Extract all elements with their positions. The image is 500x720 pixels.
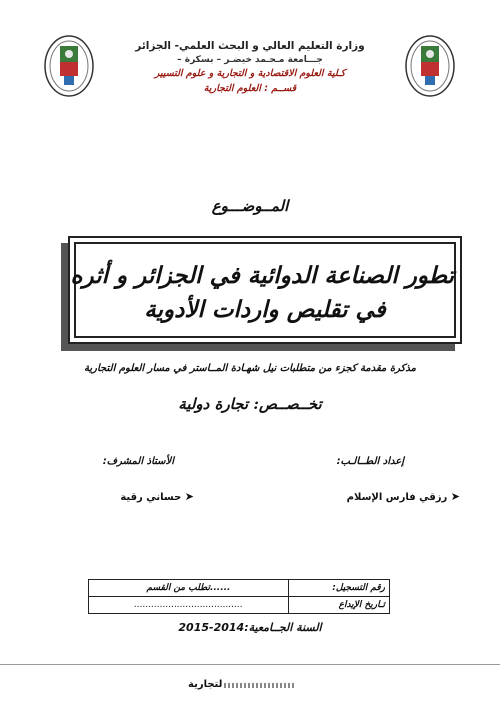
student-name: رزقي فارس الإسلام <box>346 492 448 503</box>
ministry-name: وزارة التعليم العالي و البحث العلمي- الجزائر <box>135 40 365 52</box>
thesis-title-line-1: تطور الصناعة الدوائية في الجزائر و أثره <box>70 262 454 289</box>
registration-table <box>88 579 390 614</box>
student-label: إعداد الطــالـب: <box>336 456 404 467</box>
arrow-bullet-icon: ➤ <box>450 490 460 503</box>
student-entry <box>347 490 460 503</box>
deposit-date-value: ...................................... <box>89 597 289 614</box>
faculty-name: كـلية العلوم الاقتصادية و التجارية و علوم التسيير <box>154 68 346 79</box>
university-name: جـــامعة مـحـمد خيضـر – بسكرة – <box>177 55 323 65</box>
department-name: قســم : العلوم التجارية <box>203 83 297 94</box>
thesis-title-line-2: في تقليص واردات الأدوية <box>144 296 386 323</box>
footer <box>188 679 298 693</box>
supervisor-label: الأستاذ المشرف: <box>102 456 174 467</box>
arrow-bullet-icon: ➤ <box>184 490 194 503</box>
title-frame <box>68 236 462 344</box>
footer-dotted-rule <box>224 683 296 688</box>
footer-text: لتجارية <box>188 679 223 690</box>
registration-number-value: ......تطلب من القسم <box>89 580 289 597</box>
specialty: تخــصــص: تجارة دولية <box>178 395 322 413</box>
deposit-date-label: تـاريخ الإيداع <box>289 597 390 614</box>
registration-number-label: رقم التسجيل: <box>289 580 390 597</box>
topic-label: المــوضـــوع <box>211 197 289 215</box>
academic-year: السنة الجــامعية:2014-2015 <box>178 621 322 634</box>
memo-note: مذكرة مقدمة كجزء من متطلبات نيل شهـادة المــاستر في مسار العلوم التجارية <box>84 363 416 374</box>
table-row <box>89 597 390 614</box>
footer-divider <box>0 664 500 665</box>
table-row <box>89 580 390 597</box>
supervisor-entry <box>120 490 194 503</box>
supervisor-name: حساني رقية <box>120 492 182 503</box>
